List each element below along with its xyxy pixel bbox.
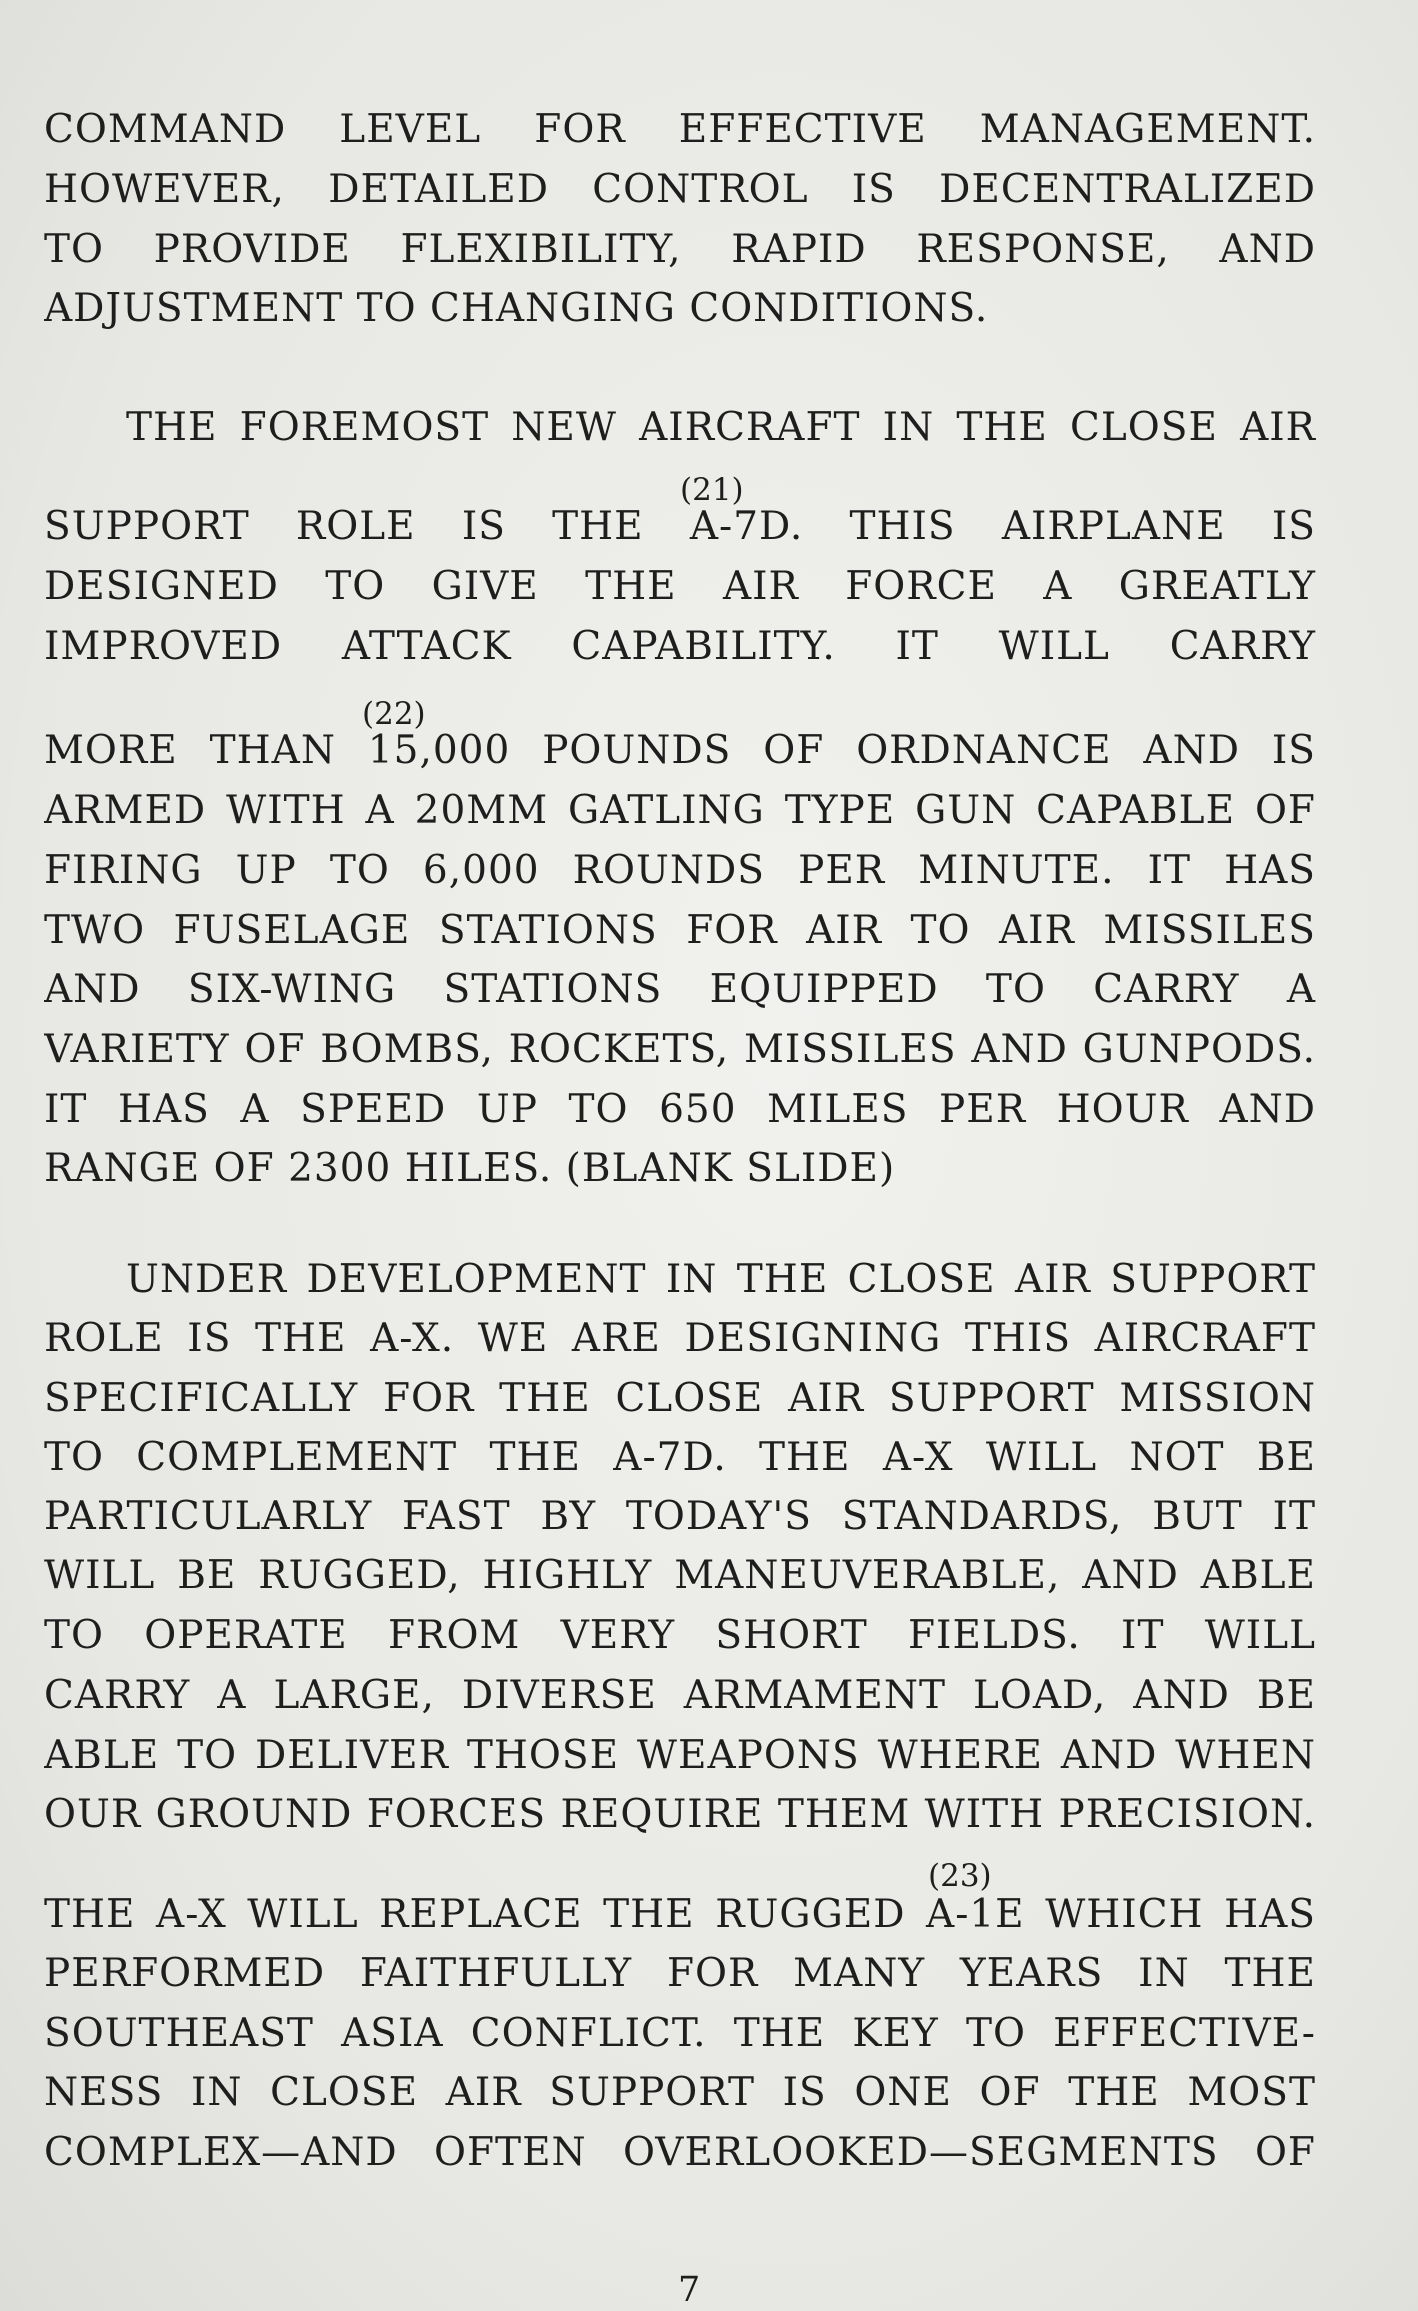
paragraph-3-line-7: TO OPERATE FROM VERY SHORT FIELDS. IT WILL: [44, 1613, 1316, 1658]
page-number: 7: [678, 2270, 701, 2310]
paragraph-1-line-3: TO PROVIDE FLEXIBILITY, RAPID RESPONSE, AND: [44, 227, 1316, 272]
footnote-marker-22: (22): [362, 696, 426, 732]
paragraph-4-line-3: SOUTHEAST ASIA CONFLICT. THE KEY TO EFFECTIVE-: [44, 2011, 1316, 2056]
paragraph-2-line-6: ARMED WITH A 20MM GATLING TYPE GUN CAPABLE OF: [44, 788, 1316, 833]
paragraph-2-line-8: TWO FUSELAGE STATIONS FOR AIR TO AIR MISSILES: [44, 908, 1316, 953]
paragraph-1-line-2: HOWEVER, DETAILED CONTROL IS DECENTRALIZED: [44, 167, 1316, 212]
paragraph-1-line-4: ADJUSTMENT TO CHANGING CONDITIONS.: [44, 286, 989, 331]
paragraph-3-line-6: WILL BE RUGGED, HIGHLY MANEUVERABLE, AND ABLE: [44, 1553, 1316, 1598]
paragraph-4-line-4: NESS IN CLOSE AIR SUPPORT IS ONE OF THE MOST: [44, 2070, 1316, 2115]
paragraph-2-line-5: MORE THAN 15,000 POUNDS OF ORDNANCE AND IS: [44, 728, 1316, 773]
paragraph-3-line-8: CARRY A LARGE, DIVERSE ARMAMENT LOAD, AND BE: [44, 1673, 1316, 1718]
paragraph-3-line-5: PARTICULARLY FAST BY TODAY'S STANDARDS, BUT IT: [44, 1494, 1316, 1539]
paragraph-2-line-10: VARIETY OF BOMBS, ROCKETS, MISSILES AND GUNPODS.: [44, 1027, 1316, 1072]
paragraph-3-line-2: ROLE IS THE A-X. WE ARE DESIGNING THIS AIRCRAFT: [44, 1316, 1316, 1361]
paragraph-2-line-9: AND SIX-WING STATIONS EQUIPPED TO CARRY A: [44, 967, 1316, 1012]
footnote-marker-21: (21): [680, 472, 744, 508]
paragraph-2-line-12: RANGE OF 2300 HILES. (BLANK SLIDE): [44, 1146, 896, 1191]
paragraph-3-line-4: TO COMPLEMENT THE A-7D. THE A-X WILL NOT BE: [44, 1435, 1316, 1480]
paragraph-2-line-1: THE FOREMOST NEW AIRCRAFT IN THE CLOSE AIR: [126, 405, 1316, 450]
paragraph-2-line-4: IMPROVED ATTACK CAPABILITY. IT WILL CARRY: [44, 624, 1316, 669]
paragraph-3-line-9: ABLE TO DELIVER THOSE WEAPONS WHERE AND WHEN: [44, 1733, 1316, 1778]
paragraph-4-line-1: THE A-X WILL REPLACE THE RUGGED A-1E WHICH HAS: [44, 1892, 1316, 1937]
paragraph-1-line-1: COMMAND LEVEL FOR EFFECTIVE MANAGEMENT.: [44, 107, 1316, 152]
paragraph-3-line-10: OUR GROUND FORCES REQUIRE THEM WITH PRECISION.: [44, 1792, 1316, 1837]
footnote-marker-23: (23): [928, 1858, 992, 1894]
paragraph-3-line-3: SPECIFICALLY FOR THE CLOSE AIR SUPPORT MISSION: [44, 1376, 1316, 1421]
paragraph-2-line-11: IT HAS A SPEED UP TO 650 MILES PER HOUR AND: [44, 1087, 1316, 1132]
paragraph-3-line-1: UNDER DEVELOPMENT IN THE CLOSE AIR SUPPORT: [126, 1257, 1316, 1302]
paragraph-2-line-3: DESIGNED TO GIVE THE AIR FORCE A GREATLY: [44, 564, 1316, 609]
paragraph-4-line-2: PERFORMED FAITHFULLY FOR MANY YEARS IN THE: [44, 1951, 1316, 1996]
paragraph-2-line-7: FIRING UP TO 6,000 ROUNDS PER MINUTE. IT HAS: [44, 848, 1316, 893]
paragraph-2-line-2: SUPPORT ROLE IS THE A-7D. THIS AIRPLANE IS: [44, 504, 1316, 549]
paragraph-4-line-5: COMPLEX—AND OFTEN OVERLOOKED—SEGMENTS OF: [44, 2130, 1316, 2175]
